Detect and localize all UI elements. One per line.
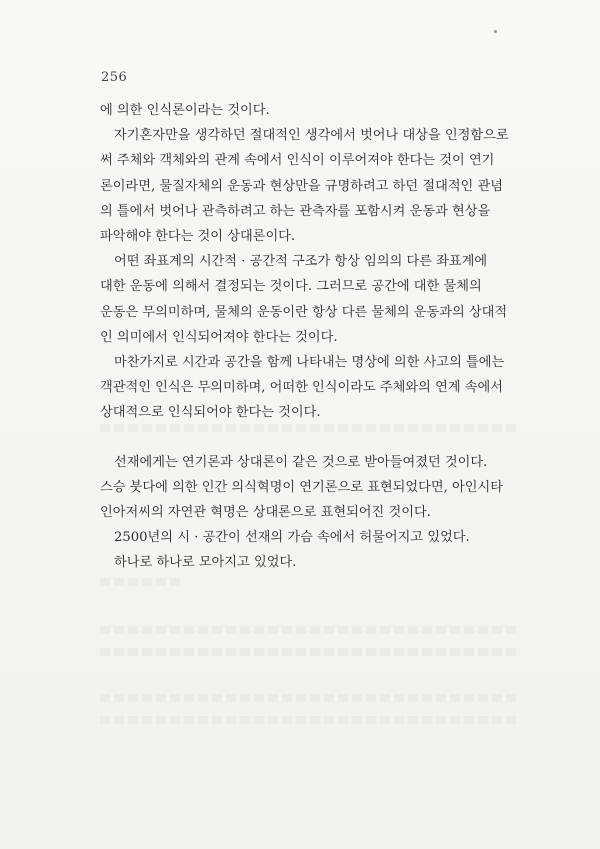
text-line: 마찬가지로 시간과 공간을 함께 나타내는 명상에 의한 사고의 틀에는 bbox=[114, 355, 505, 371]
text-line: 자기혼자만을 생각하던 절대적인 생각에서 벗어나 대상을 인정함으로 bbox=[114, 128, 509, 144]
text-line: 하나로 하나로 모아지고 있었다. bbox=[114, 555, 297, 571]
text-line: 어떤 좌표계의 시간적 · 공간적 구조가 항상 임의의 다른 좌표계에 bbox=[114, 254, 488, 270]
paragraph bbox=[100, 123, 520, 249]
text-line: 론이라면, 물질자체의 운동과 현상만을 규명하려고 하던 절대적인 관념 bbox=[100, 178, 503, 194]
text-line: 파악해야 한다는 것이 상대론이다. bbox=[100, 229, 296, 245]
bleed-through bbox=[100, 424, 520, 432]
bleed-through bbox=[100, 648, 520, 656]
text-line: 객관적인 인식은 무의미하며, 어떠한 인식이라도 주체와의 연계 속에서 bbox=[100, 380, 503, 396]
bleed-through bbox=[100, 626, 520, 634]
text-line: 써 주체와 객체와의 관계 속에서 인식이 이루어져야 한다는 것이 연기 bbox=[100, 153, 495, 169]
text-line: 대한 운동에 의해서 결정되는 것이다. 그러므로 공간에 대한 물체의 bbox=[100, 279, 482, 295]
text-line: 상대적으로 인식되어야 한다는 것이다. bbox=[100, 405, 321, 421]
text-line: 2500년의 시 · 공간이 선재의 가슴 속에서 허물어지고 있었다. bbox=[114, 530, 470, 546]
body-text bbox=[100, 98, 520, 576]
paragraph bbox=[100, 249, 520, 350]
bleed-through bbox=[100, 578, 180, 586]
paragraph bbox=[100, 450, 520, 526]
paragraph bbox=[100, 350, 520, 426]
bleed-through bbox=[100, 694, 520, 702]
text-line: 에 의한 인식론이라는 것이다. bbox=[100, 103, 270, 118]
text-line: 인아저씨의 자연관 혁명은 상대론으로 표현되어진 것이다. bbox=[100, 505, 431, 521]
text-line: 선재에게는 연기론과 상대론이 같은 것으로 받아들여졌던 것이다. bbox=[114, 454, 488, 470]
text-line: 의 틀에서 벗어나 관측하려고 하는 관측자를 포함시켜 운동과 현상을 bbox=[100, 203, 491, 219]
bleed-through bbox=[100, 716, 520, 724]
paragraph bbox=[100, 525, 520, 550]
text-line: 스승 붓다에 의한 인간 의식혁명이 연기론으로 표현되었다면, 아인시타 bbox=[100, 479, 503, 495]
paragraph bbox=[100, 550, 520, 575]
text-line: 인 의미에서 인식되어져야 한다는 것이다. bbox=[100, 329, 338, 345]
text-line: 운동은 무의미하며, 물체의 운동이란 항상 다른 물체의 운동과의 상대적 bbox=[100, 304, 508, 320]
paragraph bbox=[100, 98, 520, 123]
page-number: 256 bbox=[101, 70, 128, 85]
scan-speck bbox=[494, 30, 497, 33]
